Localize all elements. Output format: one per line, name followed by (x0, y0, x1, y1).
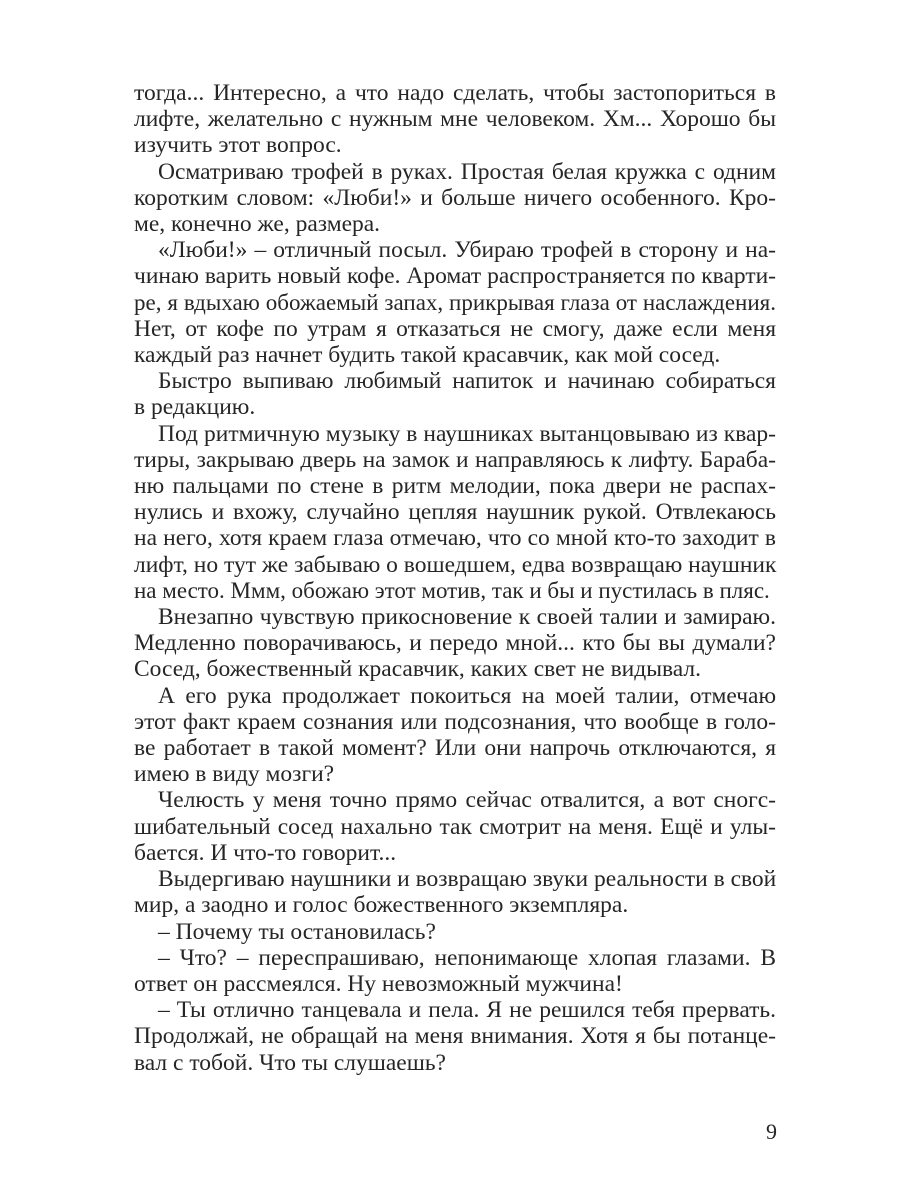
text-line: Под ритмичную музыку в наушниках вытанцовываю из квар- (158, 420, 776, 447)
text-line: Внезапно чувствую прикосновение к своей талии и замираю. (158, 604, 776, 631)
text-line: Продолжай, не обращай на меня внимания. Хотя я бы потанце- (134, 1023, 776, 1050)
text-line: бается. И что-то говорит... (134, 839, 397, 866)
text-line: Челюсть у меня точно прямо сейчас отвалится, а вот сногс- (158, 787, 776, 814)
text-line: тогда... Интересно, а что надо сделать, чтобы застопориться в (134, 80, 776, 106)
text-line: в редакцию. (134, 394, 256, 421)
text-line: ню пальцами по стене в ритм мелодии, пока двери не распах- (134, 473, 776, 500)
text-line: нулись и вхожу, случайно цепляя наушник рукой. Отвлекаюсь (134, 499, 776, 526)
text-line: имею в виду мозги? (134, 761, 335, 788)
text-line: «Люби!» – отличный посыл. Убираю трофей в сторону и на- (158, 237, 776, 264)
text-line: ве работает в такой момент? Или они напрочь отключаются, я (134, 735, 776, 762)
text-line: Быстро выпиваю любимый напиток и начинаю собираться (158, 368, 776, 395)
text-line: Нет, от кофе по утрам я отказаться не смогу, даже если меня (134, 315, 776, 342)
text-line: – Ты отлично танцевала и пела. Я не решился тебя прервать. (158, 997, 776, 1024)
text-line: коротким словом: «Люби!» и больше ничего особенного. Кро- (134, 184, 776, 211)
text-line: лифте, желательно с нужным мне человеком. Хм... Хорошо бы (134, 106, 776, 133)
text-line: ответ он рассмеялся. Ну невозможный мужчина! (134, 970, 623, 997)
text-line: мир, а заодно и голос божественного экземпляра. (134, 892, 629, 919)
text-line: на место. Ммм, обожаю этот мотив, так и бы и пустилась в пляс. (134, 577, 770, 603)
text-line: тиры, закрываю дверь на замок и направляюсь к лифту. Бараба- (134, 446, 776, 473)
text-line: Выдергиваю наушники и возвращаю звуки реальности в свой (158, 866, 777, 893)
text-line: – Что? – переспрашиваю, непонимающе хлопая глазами. В (158, 944, 776, 971)
text-line: вал с тобой. Что ты слушаешь? (134, 1049, 446, 1076)
text-line: этот факт краем сознания или подсознания, что вообще в голо- (134, 708, 776, 735)
text-line: Сосед, божественный красавчик, каких свет не видывал. (134, 656, 702, 683)
text-line: лифт, но тут же забываю о вошедшем, едва возвращаю наушник (134, 551, 777, 578)
text-line: чинаю варить новый кофе. Аромат распространяется по кварти- (134, 263, 776, 290)
text-line: ре, я вдыхаю обожаемый запах, прикрывая глаза от наслаждения. (134, 289, 776, 315)
text-line: Осматриваю трофей в руках. Простая белая кружка с одним (158, 158, 776, 185)
text-line: – Почему ты остановилась? (158, 918, 436, 945)
text-line: шибательный сосед нахально так смотрит на меня. Ещё и улы- (134, 813, 776, 840)
text-line: изучить этот вопрос. (134, 132, 342, 159)
book-page-text (134, 80, 776, 1076)
text-line: Медленно поворачиваюсь, и передо мной... кто бы вы думали? (134, 630, 776, 657)
text-line: каждый раз начнет будить такой красавчик, как мой сосед. (134, 342, 721, 369)
text-line: ме, конечно же, размера. (134, 211, 381, 238)
page-number: 9 (766, 1119, 777, 1144)
text-line: на него, хотя краем глаза отмечаю, что со мной кто-то заходит в (134, 525, 776, 552)
text-line: А его рука продолжает покоиться на моей талии, отмечаю (158, 682, 776, 709)
